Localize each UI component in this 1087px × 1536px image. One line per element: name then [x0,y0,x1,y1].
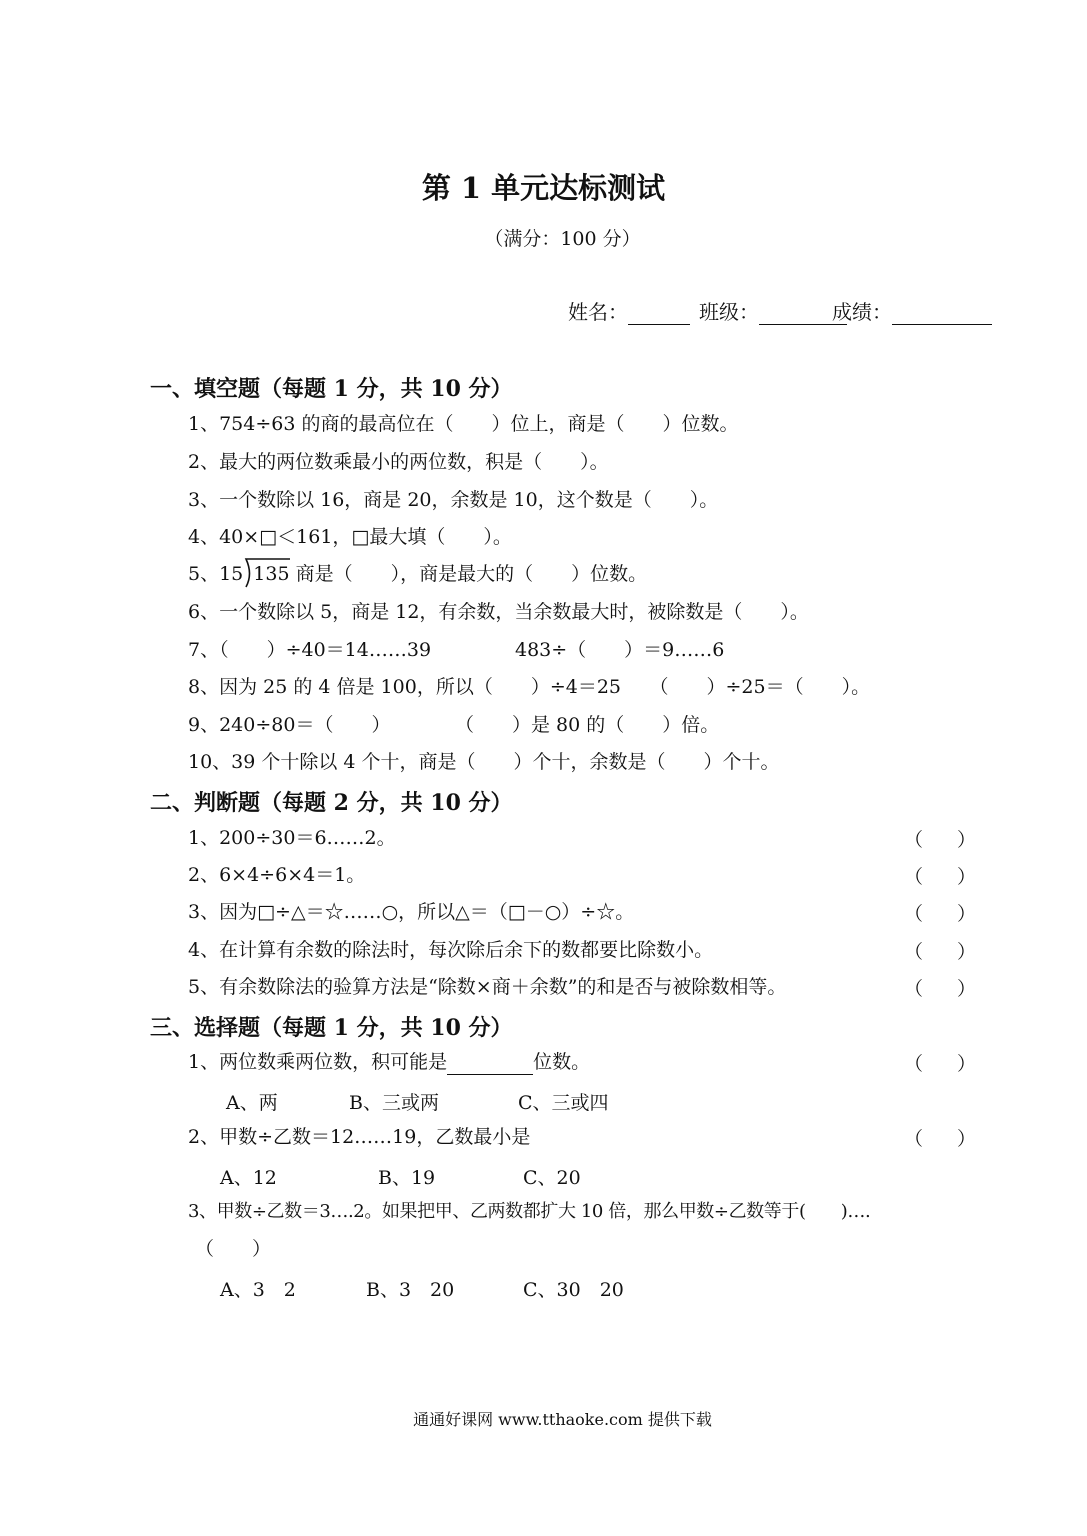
footer-credit: 通通好课网 www.tthaoke.com 提供下载 [413,1410,712,1429]
section-fill-blank-heading: 一、填空题（每题 1 分，共 10 分） [150,376,513,402]
judge-question-1: 1、200÷30＝6……2。 [188,827,396,849]
choice-question-2: 2、甲数÷乙数＝12……19，乙数最小是 [188,1126,531,1148]
choice-q3-option-b: B、3 20 [366,1279,455,1301]
choice-q3-option-a: A、3 2 [220,1279,296,1301]
name-blank[interactable] [628,302,690,325]
score-blank[interactable] [892,302,992,325]
choice-question-3: 3、甲数÷乙数＝3….2。如果把甲、乙两数都扩大 10 倍，那么甲数÷乙数等于( )…. [188,1201,871,1222]
choice-answer-3[interactable]: （ ） [195,1238,272,1260]
q5-suffix: 商是（ ），商是最大的（ ）位数。 [289,563,648,585]
full-score-note: （满分：100 分） [484,228,641,250]
choice-q1-option-a: A、两 [226,1092,278,1114]
q5-dividend: 135 [253,563,290,585]
long-division-bracket-icon [244,557,292,591]
judge-question-4: 4、在计算有余数的除法时，每次除后余下的数都要比除数小。 [188,939,714,961]
fill-question-7a: 7、（ ）÷40＝14……39 [188,639,432,661]
name-label: 姓名： [568,300,628,324]
choice-q2-option-c: C、20 [523,1167,581,1189]
fill-question-6: 6、一个数除以 5，商是 12，有余数，当余数最大时，被除数是（ ）。 [188,601,809,623]
page-title: 第 1 单元达标测试 [421,171,666,205]
judge-question-2: 2、6×4÷6×4＝1。 [188,864,366,886]
fill-question-3: 3、一个数除以 16，商是 20，余数是 10，这个数是（ ）。 [188,489,719,511]
choice-question-1: 1、两位数乘两位数，积可能是 位数。 [188,1051,591,1073]
name-field[interactable] [568,296,690,325]
section-choice-heading: 三、选择题（每题 1 分，共 10 分） [150,1015,513,1041]
choice-q3-option-c: C、30 20 [523,1279,624,1301]
fill-question-9b: （ ）是 80 的（ ）倍。 [455,714,720,736]
choice-q1-option-b: B、三或两 [349,1092,439,1114]
choice-q1-blank[interactable] [447,1054,533,1075]
fill-question-9a: 9、240÷80＝（ ） [188,714,391,736]
fill-question-1: 1、754÷63 的商的最高位在（ ）位上，商是（ ）位数。 [188,413,739,435]
judge-question-3: 3、因为□÷△＝☆……○，所以△＝（□－○）÷☆。 [188,901,635,923]
fill-question-8: 8、因为 25 的 4 倍是 100，所以（ ）÷4＝25 （ ）÷25＝（ ）。 [188,676,871,698]
fill-question-10: 10、39 个十除以 4 个十，商是（ ）个十，余数是（ ）个十。 [188,751,780,773]
choice-q1-option-c: C、三或四 [518,1092,609,1114]
q5-prefix: 5、15 [188,563,244,585]
choice-q2-option-a: A、12 [220,1167,277,1189]
section-judgement-heading: 二、判断题（每题 2 分，共 10 分） [150,790,513,816]
fill-question-4: 4、40×□＜161，□最大填（ ）。 [188,526,512,548]
class-field[interactable] [699,296,847,325]
fill-question-2: 2、最大的两位数乘最小的两位数，积是（ ）。 [188,451,609,473]
class-label: 班级： [699,300,759,324]
fill-question-7b: 483÷（ ）＝9……6 [515,639,725,661]
choice-q2-option-b: B、19 [378,1167,436,1189]
judge-question-5: 5、有余数除法的验算方法是“除数×商＋余数”的和是否与被除数相等。 [188,976,787,998]
score-field[interactable] [832,296,992,325]
score-label: 成绩： [832,300,892,324]
